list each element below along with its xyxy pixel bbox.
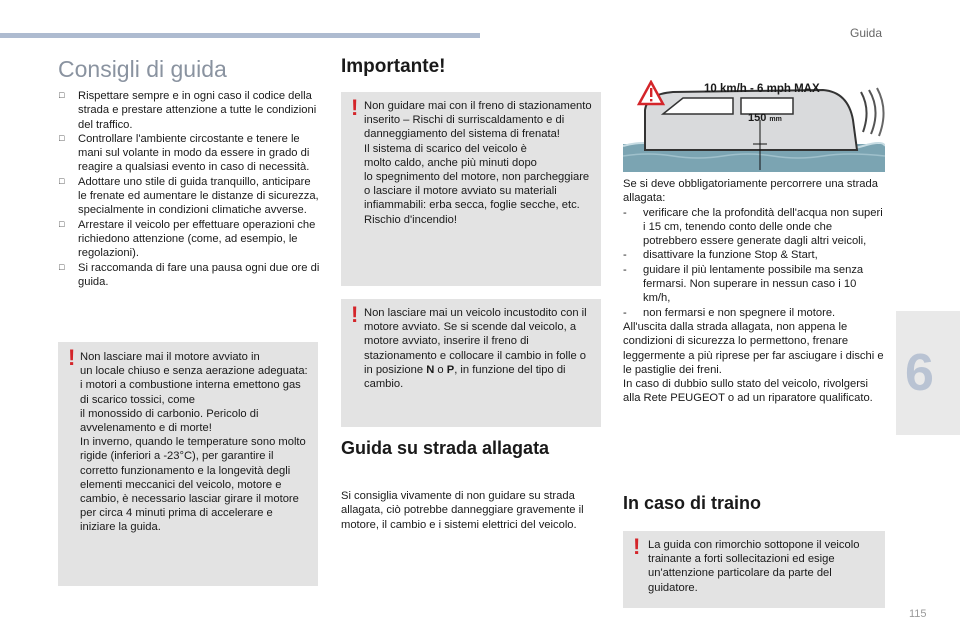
flooded-road-text: Si consiglia vivamente di non guidare su strada allagata, ciò potrebbe danneggiare gravemente il motore, il cambio e i sistemi elettrici del veicolo. [341, 490, 584, 531]
list-item: □ Adottare uno stile di guida tranquillo, anticipare le frenate ed aumentare le distanze di sicurezza, specialmente in condizioni climatiche avverse. [58, 175, 320, 218]
towing-heading: In caso di traino [623, 493, 762, 513]
list-item: □ Rispettare sempre e in ogni caso il codice della strada e prestare attenzione a tutte le condizioni del traffico. [58, 89, 320, 132]
gear-n: N [426, 363, 435, 376]
header-bar [0, 33, 480, 38]
list-item: - guidare il più lentamente possibile ma senza fermarsi. Non superare in nessun caso i 10 km/h, [623, 263, 885, 306]
warning-icon: ! [68, 345, 76, 370]
warning-text: Non lasciare mai un veicolo incustodito con il motore avviato. Se si scende dal veicolo, a motore avviato, inserire il freno di stazionamento e collocare il cambio in folle o in posizione N o P, in funzione del tipo di cambio. [364, 307, 587, 391]
warning-text: Non lasciare mai il motore avviato in un locale chiuso e senza aerazione adeguata: i motori a combustione interna emettono gas di scarico tossici, come il monossido di carbonio. Pericolo di avvelenamento e di morte! In inverno, quando le temperature sono molto rigide (inferiori a -23°C), per garantire il corretto funzionamento e la longevità degli elementi meccanici del veicolo, motore e cambio, è necessario lasciar girare il motore per circa 4 minuti prima di accelerare e iniziare la guida. [80, 351, 308, 534]
chapter-number: 6 [905, 344, 934, 402]
list-item: □ Controllare l'ambiente circostante e tenere le mani sul volante in modo da essere in grado di reagire a qualsiasi evento in caso di necessità. [58, 132, 320, 175]
flooded-road-instructions: Se si deve obbligatoriamente percorrere una strada allagata: - verificare che la profondità dell'acqua non superi i 15 cm, tenendo conto delle onde che potrebbero essere generate dagli altri veicoli, - disattivare la funzione Stop & Start, - guidare il più lentamente possibile ma senza fermarsi. Non superare in nessun caso i 10 km/h, - non fermarsi e non spegnere il motore. All'uscita dalla strada allagata, non appena le condizioni di sicurezza lo permettono, frenare leggermente a più riprese per far asciugare i dischi e le pastiglie dei freni. In caso di dubbio sullo stato del veicolo, rivolgersi alla Rete PEUGEOT o ad un riparatore qualificato. [623, 177, 885, 406]
flood-after-text: All'uscita dalla strada allagata, non appena le condizioni di sicurezza lo permettono, frenare leggermente a più riprese per far asciugare i dischi e le pastiglie dei freni. In caso di dubbio sullo stato del veicolo, rivolgersi alla Rete PEUGEOT o ad un riparatore qualificato. [623, 320, 884, 405]
important-heading: Importante! [341, 56, 446, 77]
warning-text: La guida con rimorchio sottopone il veicolo trainante a forti sollecitazioni ed esige un'attenzione particolare da parte del guidatore. [648, 539, 860, 594]
flooded-road-heading: Guida su strada allagata [341, 438, 550, 458]
warning-text: Non guidare mai con il freno di stazionamento inserito – Rischi di surriscaldamento e di danneggiamento del sistema di frenata! Il sistema di scarico del veicolo è molto caldo, anche più minuti dopo lo spegnimento del motore, non parcheggiare o lasciare il motore avviato su materiali infiammabili: erba secca, foglie secche, etc. Rischio d'incendio! [364, 100, 592, 226]
list-item: - disattivare la funzione Stop & Start, [623, 248, 885, 262]
warning-icon: ! [351, 302, 359, 327]
page-number: 115 [909, 608, 927, 620]
warning-box-parking-brake [341, 92, 601, 286]
gear-p: P [446, 363, 455, 376]
speed-limit-label: 10 km/h - 6 mph MAX [704, 83, 820, 95]
water-depth-label: 150 mm [748, 112, 782, 124]
list-item: □ Si raccomanda di fare una pausa ogni due ore di guida. [58, 261, 320, 290]
flood-steps-list [623, 206, 885, 320]
warning-icon: ! [633, 534, 641, 559]
driving-tips-list [58, 89, 320, 289]
list-item: □ Arrestare il veicolo per effettuare operazioni che richiedono attenzione (come, ad esempio, le regolazioni). [58, 218, 320, 261]
warning-box-engine [58, 342, 318, 586]
page-title: Consigli di guida [58, 56, 227, 82]
warning-box-towing [623, 531, 885, 608]
list-item: - verificare che la profondità dell'acqua non superi i 15 cm, tenendo conto delle onde che potrebbero essere generate dagli altri veicoli, [623, 206, 885, 249]
warning-box-unattended [341, 299, 601, 427]
list-item: - non fermarsi e non spegnere il motore. [623, 306, 885, 320]
section-label: Guida [850, 26, 883, 40]
warning-icon: ! [351, 95, 359, 120]
